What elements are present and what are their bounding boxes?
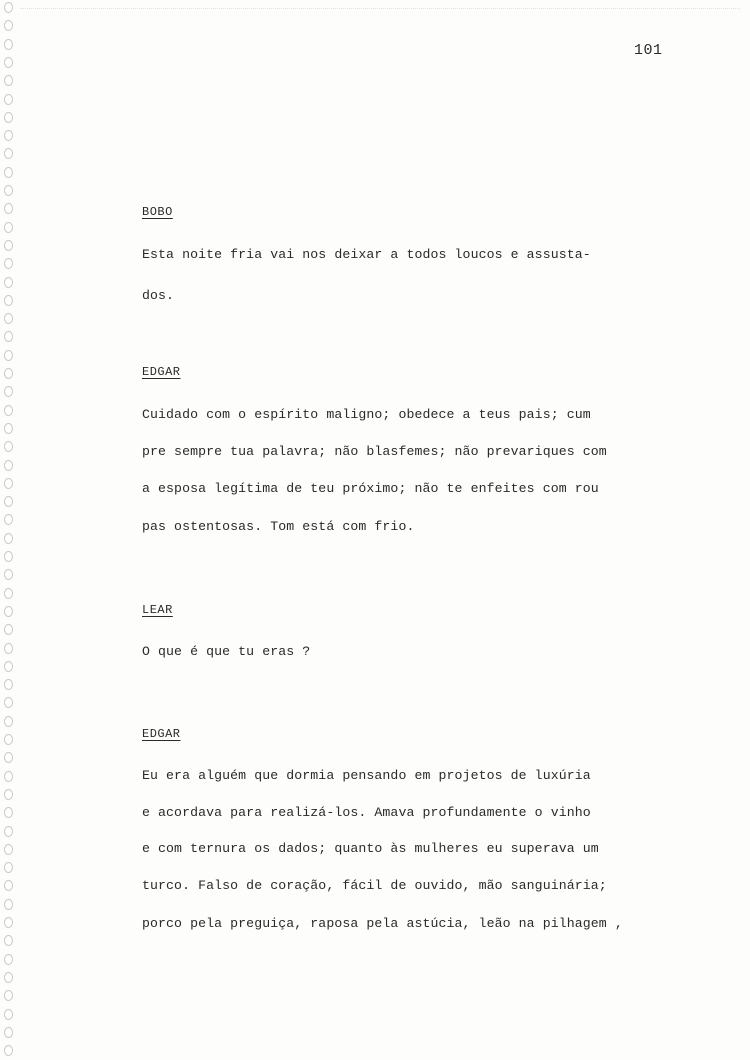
- dialogue-line: porco pela preguiça, raposa pela astúcia, leão na pilhagem ,: [142, 916, 623, 931]
- feed-hole: [4, 94, 13, 105]
- dialogue-line: pas ostentosas. Tom está com frio.: [142, 519, 415, 534]
- feed-hole: [4, 148, 13, 159]
- feed-holes: [2, 0, 18, 1060]
- feed-hole: [4, 624, 13, 635]
- speaker-name: BOBO: [142, 205, 173, 219]
- feed-hole: [4, 899, 13, 910]
- feed-hole: [4, 368, 13, 379]
- speaker-name: EDGAR: [142, 727, 181, 741]
- feed-hole: [4, 478, 13, 489]
- feed-hole: [4, 112, 13, 123]
- feed-hole: [4, 533, 13, 544]
- page-top-edge: [20, 8, 740, 9]
- feed-hole: [4, 167, 13, 178]
- feed-hole: [4, 20, 13, 31]
- feed-hole: [4, 679, 13, 690]
- feed-hole: [4, 386, 13, 397]
- dialogue-line: Esta noite fria vai nos deixar a todos loucos e assusta-: [142, 247, 591, 262]
- feed-hole: [4, 313, 13, 324]
- feed-hole: [4, 771, 13, 782]
- feed-hole: [4, 972, 13, 983]
- feed-hole: [4, 350, 13, 361]
- feed-hole: [4, 569, 13, 580]
- feed-hole: [4, 295, 13, 306]
- feed-hole: [4, 606, 13, 617]
- feed-hole: [4, 130, 13, 141]
- dialogue-line: O que é que tu eras ?: [142, 644, 311, 659]
- feed-hole: [4, 917, 13, 928]
- dialogue-line: e acordava para realizá-los. Amava profundamente o vinho: [142, 805, 591, 820]
- feed-hole: [4, 405, 13, 416]
- dialogue-line: Eu era alguém que dormia pensando em projetos de luxúria: [142, 768, 591, 783]
- feed-hole: [4, 862, 13, 873]
- page-number: 101: [634, 42, 663, 59]
- feed-hole: [4, 75, 13, 86]
- speaker-name: EDGAR: [142, 365, 181, 379]
- feed-hole: [4, 661, 13, 672]
- feed-hole: [4, 222, 13, 233]
- speaker-name: LEAR: [142, 603, 173, 617]
- feed-hole: [4, 990, 13, 1001]
- feed-hole: [4, 185, 13, 196]
- dialogue-line: e com ternura os dados; quanto às mulheres eu superava um: [142, 841, 599, 856]
- feed-hole: [4, 588, 13, 599]
- feed-hole: [4, 240, 13, 251]
- dialogue-line: pre sempre tua palavra; não blasfemes; não prevariques com: [142, 444, 607, 459]
- feed-hole: [4, 716, 13, 727]
- feed-hole: [4, 460, 13, 471]
- feed-hole: [4, 331, 13, 342]
- feed-hole: [4, 514, 13, 525]
- feed-hole: [4, 789, 13, 800]
- dialogue-line: a esposa legítima de teu próximo; não te enfeites com rou: [142, 481, 599, 496]
- feed-hole: [4, 1045, 13, 1056]
- feed-hole: [4, 954, 13, 965]
- feed-hole: [4, 203, 13, 214]
- feed-hole: [4, 39, 13, 50]
- feed-hole: [4, 2, 13, 13]
- feed-hole: [4, 551, 13, 562]
- feed-hole: [4, 734, 13, 745]
- feed-hole: [4, 1009, 13, 1020]
- feed-hole: [4, 423, 13, 434]
- feed-hole: [4, 880, 13, 891]
- feed-hole: [4, 752, 13, 763]
- dialogue-line: Cuidado com o espírito maligno; obedece a teus pais; cum: [142, 407, 591, 422]
- feed-hole: [4, 807, 13, 818]
- feed-hole: [4, 441, 13, 452]
- feed-hole: [4, 1027, 13, 1038]
- feed-hole: [4, 643, 13, 654]
- feed-hole: [4, 935, 13, 946]
- feed-hole: [4, 258, 13, 269]
- feed-hole: [4, 697, 13, 708]
- feed-hole: [4, 826, 13, 837]
- feed-hole: [4, 496, 13, 507]
- feed-hole: [4, 277, 13, 288]
- dialogue-line: dos.: [142, 288, 175, 303]
- feed-hole: [4, 57, 13, 68]
- feed-hole: [4, 844, 13, 855]
- dialogue-line: turco. Falso de coração, fácil de ouvido, mão sanguinária;: [142, 878, 607, 893]
